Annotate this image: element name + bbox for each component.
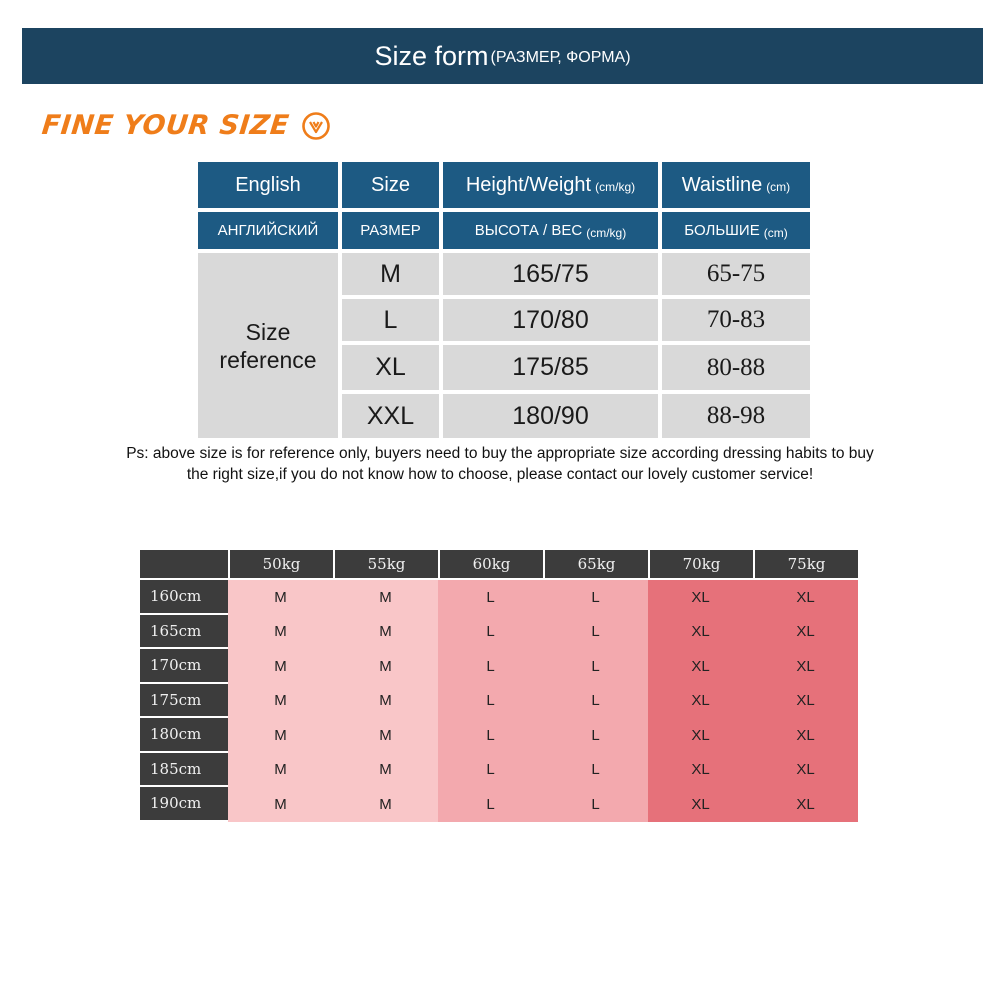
weight-header: 75kg (755, 550, 858, 578)
size-cell: XL (753, 615, 858, 650)
size-cell: L (543, 718, 648, 753)
waistline-cell (662, 394, 810, 438)
header-waistline-ru-label: БОЛЬШИЕ (684, 222, 760, 239)
size-cell: L (438, 615, 543, 650)
size-cell: L (543, 580, 648, 615)
height-weight-cell (443, 299, 658, 341)
size-cell: M (333, 649, 438, 684)
header-english-ru (198, 212, 338, 249)
header-height-weight (443, 162, 658, 208)
size-cell: XL (753, 718, 858, 753)
find-size-heading (42, 110, 331, 141)
height-weight-cell (443, 394, 658, 438)
weight-header: 60kg (440, 550, 543, 578)
chart-corner (140, 550, 228, 578)
height-weight-cell (443, 253, 658, 295)
reference-note-line1: Ps: above size is for reference only, buyers need to buy the appropriate size according dressing habits to buy (126, 445, 874, 462)
header-height-weight-label: Height/Weight (465, 173, 592, 196)
banner-title: Size form (374, 40, 489, 71)
size-cell (342, 394, 439, 438)
size-cell (342, 299, 439, 341)
header-size-label: Size (371, 173, 410, 196)
header-size-ru (342, 212, 439, 249)
chevron-down-circle-icon (301, 111, 331, 141)
header-waistline-ru (662, 212, 810, 249)
size-cell: M (333, 615, 438, 650)
header-english-ru-label: АНГЛИЙСКИЙ (217, 222, 319, 239)
size-cell: M (228, 580, 333, 615)
height-weight-value: 165/75 (512, 259, 589, 288)
weight-header: 50kg (230, 550, 333, 578)
reference-note-line2: the right size,if you do not know how to choose, please contact our lovely customer service! (186, 466, 814, 483)
size-cell: XL (648, 787, 753, 822)
header-english-label: English (235, 173, 301, 196)
height-header: 160cm (140, 580, 228, 613)
height-weight-cell (443, 345, 658, 390)
size-cell: XL (648, 580, 753, 615)
size-cell: L (543, 649, 648, 684)
height-header: 165cm (140, 615, 228, 648)
height-header: 170cm (140, 649, 228, 682)
size-cell: M (228, 718, 333, 753)
size-cell: XL (648, 718, 753, 753)
size-reference-line2: reference (219, 346, 317, 373)
size-cell: M (333, 580, 438, 615)
size-value: XXL (366, 401, 415, 430)
header-waistline-unit: (cm) (766, 180, 791, 194)
height-weight-value: 175/85 (512, 353, 589, 381)
size-cell (342, 345, 439, 390)
height-weight-value: 170/80 (512, 305, 589, 334)
header-height-weight-ru-unit: (cm/kg) (586, 225, 627, 240)
header-waistline (662, 162, 810, 208)
title-banner (22, 28, 983, 84)
size-cell: M (333, 684, 438, 719)
size-cell: L (438, 787, 543, 822)
header-height-weight-ru-label: ВЫСОТА / ВЕС (474, 222, 583, 239)
waistline-value: 70-83 (706, 306, 766, 333)
header-size-ru-label: РАЗМЕР (360, 222, 421, 239)
waistline-value: 65-75 (706, 260, 766, 287)
size-cell: L (543, 615, 648, 650)
size-cell: XL (648, 753, 753, 788)
height-header: 190cm (140, 787, 228, 820)
find-size-label: FINE YOUR SIZE (40, 110, 291, 141)
size-cell: M (333, 787, 438, 822)
size-cell: M (333, 718, 438, 753)
size-value: M (380, 259, 401, 288)
size-cell: XL (753, 787, 858, 822)
size-cell (342, 253, 439, 295)
size-cell: L (438, 649, 543, 684)
header-waistline-label: Waistline (681, 173, 763, 196)
waistline-value: 88-98 (706, 402, 766, 429)
waistline-cell (662, 345, 810, 390)
waistline-value: 80-88 (706, 353, 766, 381)
height-header: 175cm (140, 684, 228, 717)
header-waistline-ru-unit: (cm) (763, 225, 788, 240)
size-cell: L (438, 580, 543, 615)
height-header: 185cm (140, 753, 228, 786)
header-height-weight-unit: (cm/kg) (595, 180, 636, 194)
size-cell: XL (753, 649, 858, 684)
size-cell: M (228, 753, 333, 788)
size-cell: L (438, 718, 543, 753)
size-cell: L (543, 787, 648, 822)
size-value: L (383, 305, 398, 334)
size-cell: XL (753, 753, 858, 788)
size-cell: L (438, 684, 543, 719)
size-cell: L (543, 684, 648, 719)
weight-header: 70kg (650, 550, 753, 578)
weight-header: 65kg (545, 550, 648, 578)
reference-note (0, 443, 1000, 485)
header-height-weight-ru (443, 212, 658, 249)
height-weight-value: 180/90 (512, 401, 589, 430)
waistline-cell (662, 299, 810, 341)
size-cell: M (228, 649, 333, 684)
size-cell: XL (753, 580, 858, 615)
size-cell: XL (648, 684, 753, 719)
waistline-cell (662, 253, 810, 295)
size-cell: L (543, 753, 648, 788)
header-size (342, 162, 439, 208)
size-cell: L (438, 753, 543, 788)
banner-subtitle: (РАЗМЕР, ФОРМА) (490, 49, 631, 66)
size-cell: M (228, 615, 333, 650)
height-header: 180cm (140, 718, 228, 751)
header-english (198, 162, 338, 208)
size-value: XL (375, 353, 406, 381)
size-cell: XL (648, 649, 753, 684)
size-reference-cell (198, 253, 338, 438)
weight-header: 55kg (335, 550, 438, 578)
size-cell: M (333, 753, 438, 788)
size-cell: XL (753, 684, 858, 719)
size-reference-line1: Size (245, 318, 291, 345)
size-cell: M (228, 684, 333, 719)
size-cell: M (228, 787, 333, 822)
size-cell: XL (648, 615, 753, 650)
